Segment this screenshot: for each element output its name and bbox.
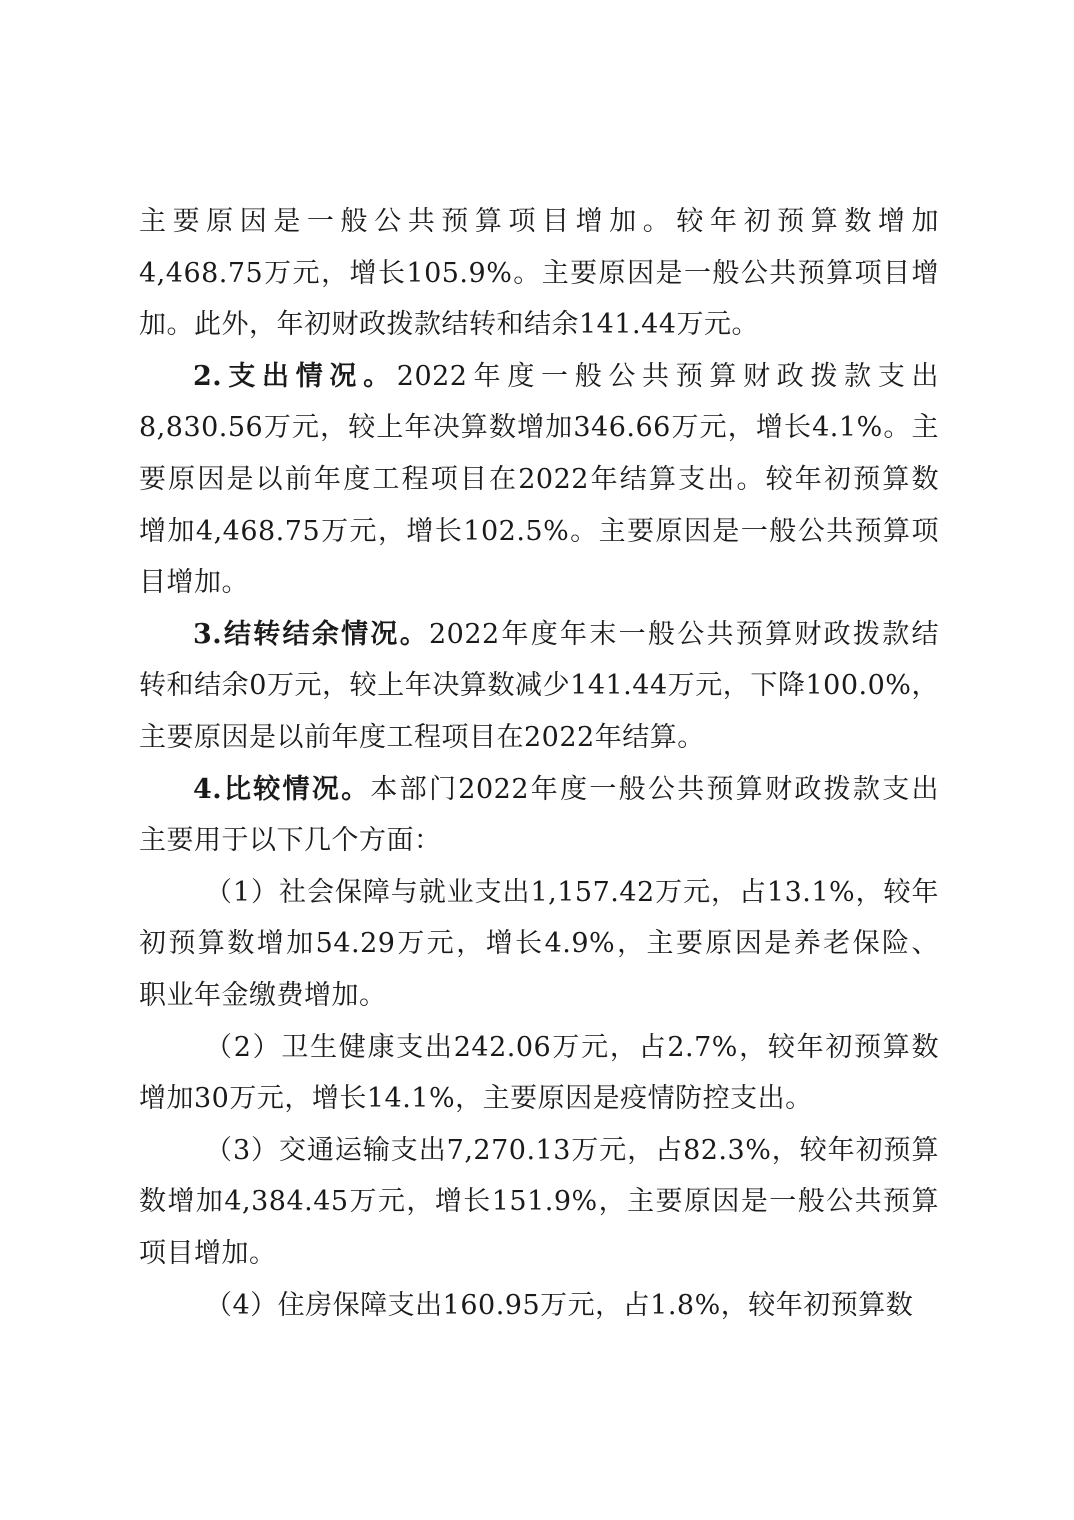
line-text: 2022年度一般公共预算财政拨款支出 xyxy=(396,361,939,392)
line-text: 4,468.75万元，增长105.9%。主要原因是一般公共预算项目增 xyxy=(139,258,939,289)
paragraph-line xyxy=(193,770,939,810)
line-text: 增加4,468.75万元，增长102.5%。主要原因是一般公共预算项 xyxy=(139,516,939,547)
line-text: （2）卫生健康支出242.06万元，占2.7%，较年初预算数 xyxy=(205,1032,939,1063)
section-heading-carryover: 3.结转结余情况。 xyxy=(193,619,429,650)
line-text: 要原因是以前年度工程项目在2022年结算支出。较年初预算数 xyxy=(139,464,939,495)
line-text: （1）社会保障与就业支出1,157.42万元，占13.1%，较年 xyxy=(205,877,939,908)
line-text: 2022年度年末一般公共预算财政拨款结 xyxy=(428,619,939,650)
paragraph-line xyxy=(139,666,939,706)
line-text: 增加30万元，增长14.1%，主要原因是疫情防控支出。 xyxy=(139,1083,813,1114)
paragraph-line xyxy=(139,1234,939,1274)
paragraph-line xyxy=(139,1182,939,1222)
line-text: 数增加4,384.45万元，增长151.9%，主要原因是一般公共预算 xyxy=(139,1186,939,1217)
paragraph-line xyxy=(139,305,939,345)
line-text: 加。此外，年初财政拨款结转和结余141.44万元。 xyxy=(139,309,759,340)
paragraph-line xyxy=(193,357,939,397)
paragraph-line xyxy=(139,924,939,964)
section-heading-comparison: 4.比较情况。 xyxy=(193,774,371,805)
paragraph-line xyxy=(139,718,939,758)
line-text: 8,830.56万元，较上年决算数增加346.66万元，增长4.1%。主 xyxy=(139,412,939,443)
paragraph-line xyxy=(139,408,939,448)
paragraph-line xyxy=(139,254,939,294)
paragraph-line xyxy=(139,512,939,552)
line-text: 主要原因是一般公共预算项目增加。较年初预算数增加 xyxy=(139,206,939,237)
list-item-line xyxy=(205,1131,939,1171)
line-text: 主要原因是以前年度工程项目在2022年结算。 xyxy=(139,722,705,753)
line-text: （3）交通运输支出7,270.13万元，占82.3%，较年初预算 xyxy=(205,1135,939,1166)
paragraph-line xyxy=(139,821,939,861)
list-item-line xyxy=(205,1286,915,1326)
line-text: （4）住房保障支出160.95万元，占1.8%，较年初预算数 xyxy=(205,1290,914,1321)
paragraph-line xyxy=(139,1079,939,1119)
paragraph-line xyxy=(139,202,939,242)
list-item-line xyxy=(205,873,939,913)
line-text: 转和结余0万元，较上年决算数减少141.44万元，下降100.0%， xyxy=(139,670,939,701)
list-item-line xyxy=(205,1028,939,1068)
line-text: 主要用于以下几个方面： xyxy=(139,825,442,856)
line-text: 项目增加。 xyxy=(139,1238,277,1269)
paragraph-line xyxy=(139,563,939,603)
line-text: 职业年金缴费增加。 xyxy=(139,980,387,1011)
line-text: 目增加。 xyxy=(139,567,249,598)
line-text: 本部门2022年度一般公共预算财政拨款支出 xyxy=(370,774,940,805)
section-heading-expenditure: 2.支出情况。 xyxy=(193,361,397,392)
line-text: 初预算数增加54.29万元，增长4.9%，主要原因是养老保险、 xyxy=(139,928,939,959)
paragraph-line xyxy=(139,460,939,500)
paragraph-line xyxy=(193,615,939,655)
paragraph-line xyxy=(139,976,939,1016)
